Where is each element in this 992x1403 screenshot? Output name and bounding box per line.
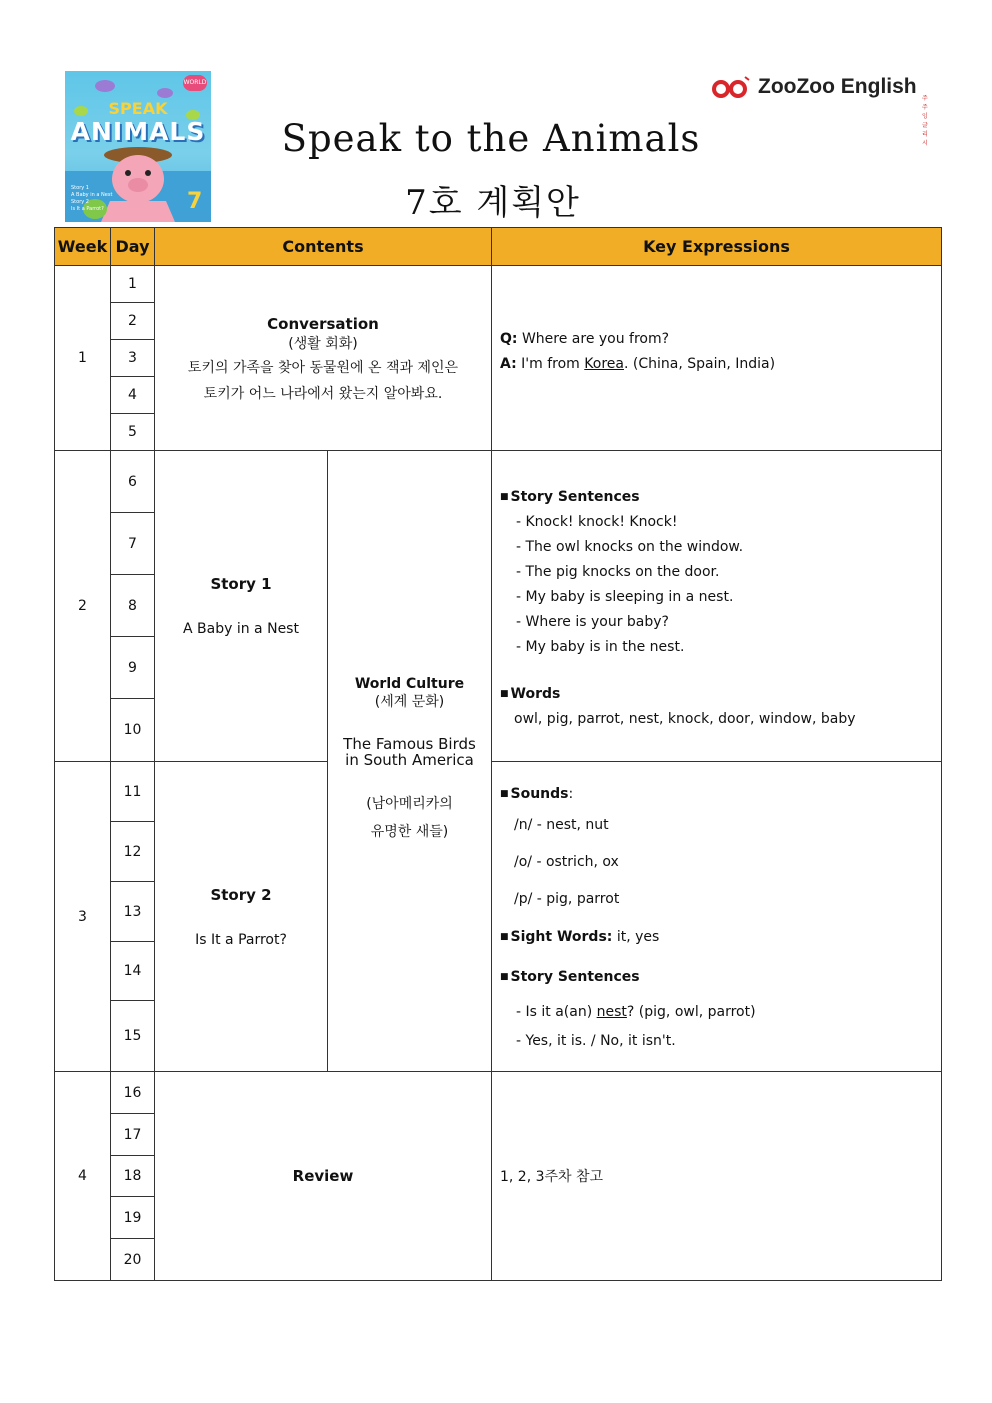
day-cell: 8 (111, 575, 155, 637)
week-cell: 3 (55, 762, 111, 1072)
table-row (55, 451, 942, 513)
week-cell: 2 (55, 451, 111, 762)
culture-contents: World Culture (세계 문화) The Famous Birds in South America (남아메리카의 유명한 새들) (328, 451, 492, 1072)
day-cell: 11 (111, 762, 155, 822)
week4-contents: Review (155, 1072, 492, 1281)
plan-table (54, 227, 942, 1281)
week1-key: Q: Where are you from? A: I'm from Korea. (China, Spain, India) (492, 266, 942, 451)
day-cell: 20 (111, 1239, 155, 1281)
table-row (55, 762, 942, 822)
logo-sub: 주주잉글리시 (922, 95, 928, 147)
day-cell: 9 (111, 637, 155, 699)
table-row (55, 266, 942, 303)
day-cell: 14 (111, 942, 155, 1001)
week3-key: ■ Sounds: /n/ - nest, nut /o/ - ostrich, ox /p/ - pig, parrot ■ Sight Words: it, yes ■ Story Sentences - Is it a(an) nest? (pig, owl, parrot) - Yes, it is. / No, it isn't. (492, 762, 942, 1072)
week3-contents: Story 2 Is It a Parrot? (155, 762, 328, 1072)
week2-contents: Story 1 A Baby in a Nest (155, 451, 328, 762)
header-day: Day (111, 228, 155, 266)
cover-title-top: SPEAK (108, 99, 168, 118)
day-cell: 16 (111, 1072, 155, 1114)
cover-stories: Story 1 A Baby in a Nest Story 2 Is It a Parrot? (71, 185, 113, 212)
day-cell: 13 (111, 882, 155, 942)
week1-contents: Conversation (생활 회화) 토키의 가족을 찾아 동물원에 온 잭과 제인은 토키가 어느 나라에서 왔는지 알아봐요. (155, 266, 492, 451)
table-row (55, 1072, 942, 1114)
day-cell: 5 (111, 414, 155, 451)
day-cell: 1 (111, 266, 155, 303)
day-cell: 12 (111, 822, 155, 882)
day-cell: 10 (111, 699, 155, 762)
day-cell: 2 (111, 303, 155, 340)
cover-title-main: ANIMALS (70, 117, 206, 146)
zoozoo-logo (712, 72, 928, 147)
day-cell: 6 (111, 451, 155, 513)
week2-key: ■ Story Sentences - Knock! knock! Knock! - The owl knocks on the window. - The pig knocks on the door. - My baby is sleeping in a nest. - Where is your baby? - My baby is in the nest. ■ Words owl, pig, parrot, nest, knock, door, window, baby (492, 451, 942, 762)
logo-mark-icon (712, 74, 752, 100)
week4-key: 1, 2, 3주차 참고 (492, 1072, 942, 1281)
page-subtitle: 7호 계획안 (405, 183, 581, 223)
day-cell: 7 (111, 513, 155, 575)
day-cell: 15 (111, 1001, 155, 1072)
header-key-expressions: Key Expressions (492, 228, 942, 266)
logo-text: ZooZoo English (758, 75, 917, 98)
header-row (55, 228, 942, 266)
week-cell: 1 (55, 266, 111, 451)
week-cell: 4 (55, 1072, 111, 1281)
cover-badge: WORLD (183, 75, 207, 91)
cover-number: 7 (187, 189, 203, 214)
day-cell: 18 (111, 1156, 155, 1197)
page-title: Speak to the Animals (281, 117, 701, 160)
header-week: Week (55, 228, 111, 266)
day-cell: 17 (111, 1114, 155, 1156)
day-cell: 19 (111, 1197, 155, 1239)
day-cell: 4 (111, 377, 155, 414)
day-cell: 3 (111, 340, 155, 377)
header-contents: Contents (155, 228, 492, 266)
